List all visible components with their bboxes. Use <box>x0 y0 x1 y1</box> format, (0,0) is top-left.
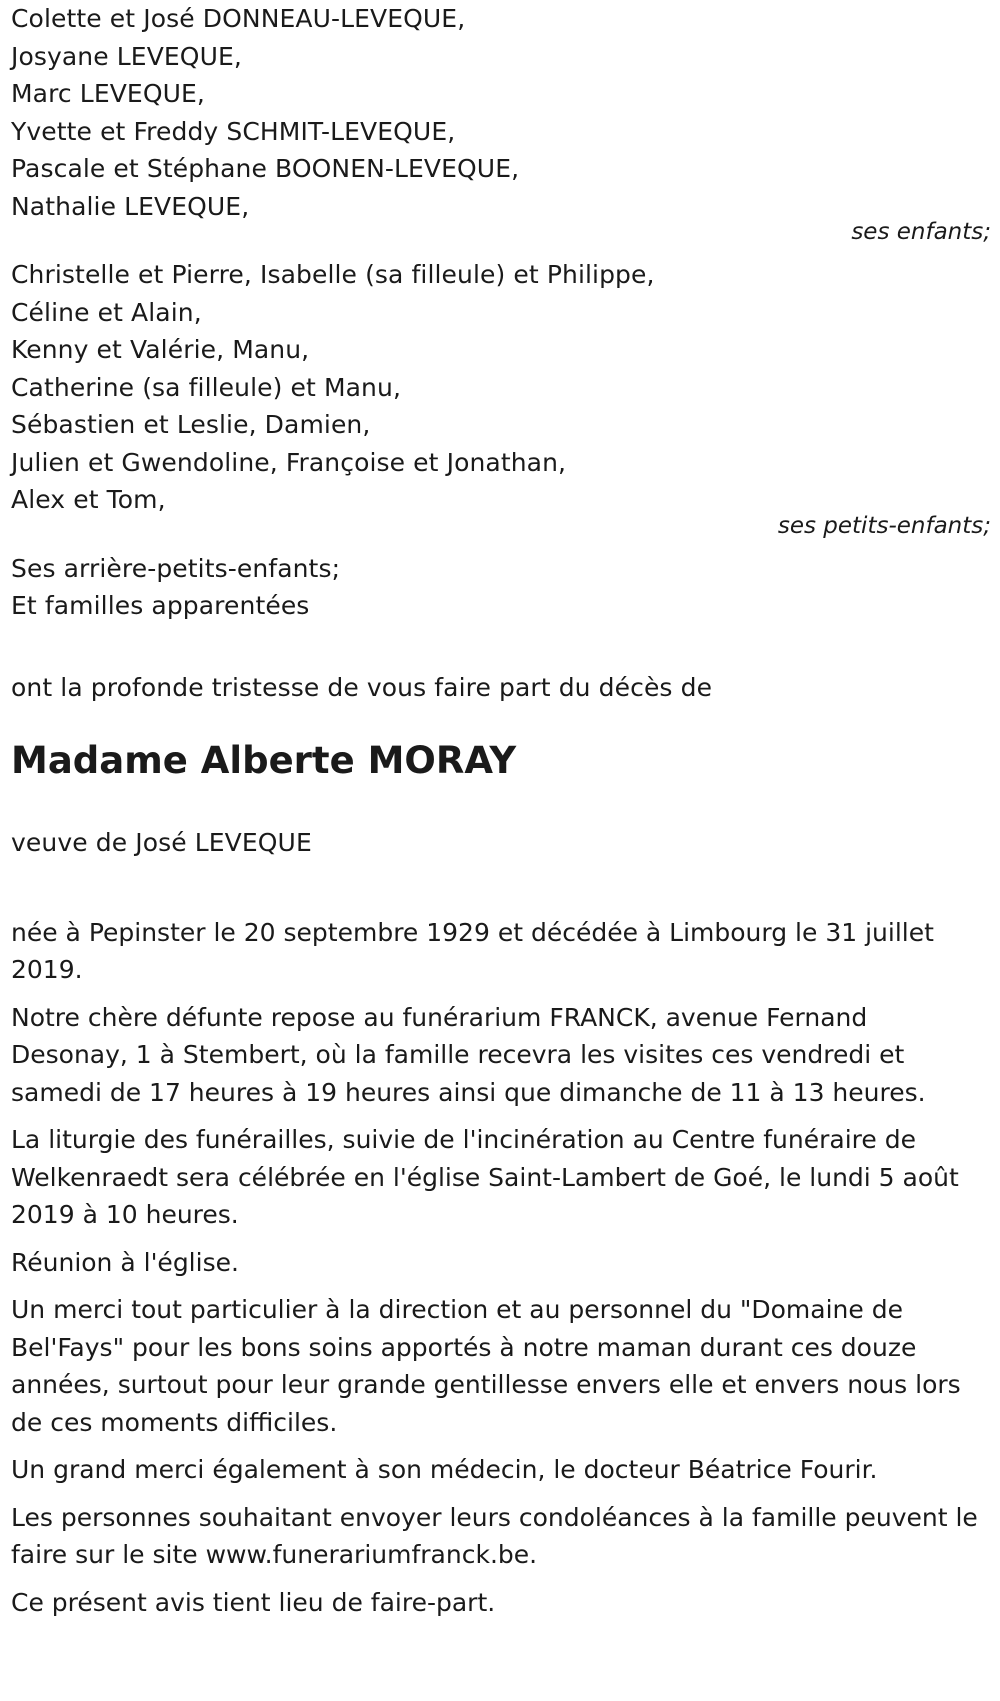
extended-family <box>11 550 991 625</box>
funeral-paragraph: La liturgie des funérailles, suivie de l'incinération au Centre funéraire de Welkenraedt sera célébrée en l'église Saint-Lambert de Goé, le lundi 5 août 2019 à 10 heures. <box>11 1125 959 1229</box>
child-name: Nathalie LEVEQUE, <box>11 191 250 221</box>
birth-death-paragraph: née à Pepinster le 20 septembre 1929 et décédée à Limbourg le 31 juillet 2019. <box>11 917 934 984</box>
child-name: Yvette et Freddy SCHMIT-LEVEQUE, <box>11 116 456 146</box>
grandchildren-list <box>11 256 991 519</box>
announcement-intro: ont la profonde tristesse de vous faire part du décès de <box>11 672 713 702</box>
grandchild-name: Christelle et Pierre, Isabelle (sa filleule) et Philippe, <box>11 260 655 289</box>
thanks-staff-paragraph: Un merci tout particulier à la direction et au personnel du "Domaine de Bel'Fays" pour les bons soins apportés à notre maman durant ces douze années, surtout pour leur grande gentillesse envers elle et envers nous lors de ces moments difficiles. <box>11 1295 961 1437</box>
meeting-paragraph: Réunion à l'église. <box>11 1247 239 1277</box>
grandchildren-role-label: ses petits-enfants; <box>777 512 991 539</box>
repose-paragraph: Notre chère défunte repose au funérarium FRANCK, avenue Fernand Desonay, 1 à Stembert, où la famille recevra les visites ces vendredi et samedi de 17 heures à 19 heures ainsi que dimanche de 11 à 13 heures. <box>11 1002 926 1107</box>
thanks-doctor-paragraph: Un grand merci également à son médecin, le docteur Béatrice Fourir. <box>11 1455 878 1484</box>
grandchild-name: Julien et Gwendoline, Françoise et Jonathan, <box>11 447 567 477</box>
condolences-paragraph: Les personnes souhaitant envoyer leurs condoléances à la famille peuvent le faire sur le site www.funerariumfranck.be. <box>11 1502 978 1569</box>
great-grandchildren-line: Ses arrière-petits-enfants; <box>11 553 341 583</box>
grandchild-name: Céline et Alain, <box>11 297 202 327</box>
related-families-line: Et familles apparentées <box>11 591 310 620</box>
child-name: Colette et José DONNEAU-LEVEQUE, <box>11 4 466 33</box>
grandchild-name: Alex et Tom, <box>11 485 166 514</box>
grandchild-name: Kenny et Valérie, Manu, <box>11 335 310 364</box>
grandchild-name: Catherine (sa filleule) et Manu, <box>11 372 401 402</box>
closing-paragraph: Ce présent avis tient lieu de faire-part. <box>11 1587 496 1617</box>
deceased-name: Madame Alberte MORAY <box>11 739 517 782</box>
child-name: Pascale et Stéphane BOONEN-LEVEQUE, <box>11 154 520 183</box>
child-name: Marc LEVEQUE, <box>11 79 205 108</box>
notice-body <box>11 914 991 1622</box>
widow-of-line: veuve de José LEVEQUE <box>11 828 312 857</box>
grandchild-name: Sébastien et Leslie, Damien, <box>11 410 371 439</box>
children-role-label: ses enfants; <box>851 219 991 245</box>
children-list <box>11 0 991 225</box>
child-name: Josyane LEVEQUE, <box>11 41 242 71</box>
obituary-notice <box>11 0 991 1631</box>
